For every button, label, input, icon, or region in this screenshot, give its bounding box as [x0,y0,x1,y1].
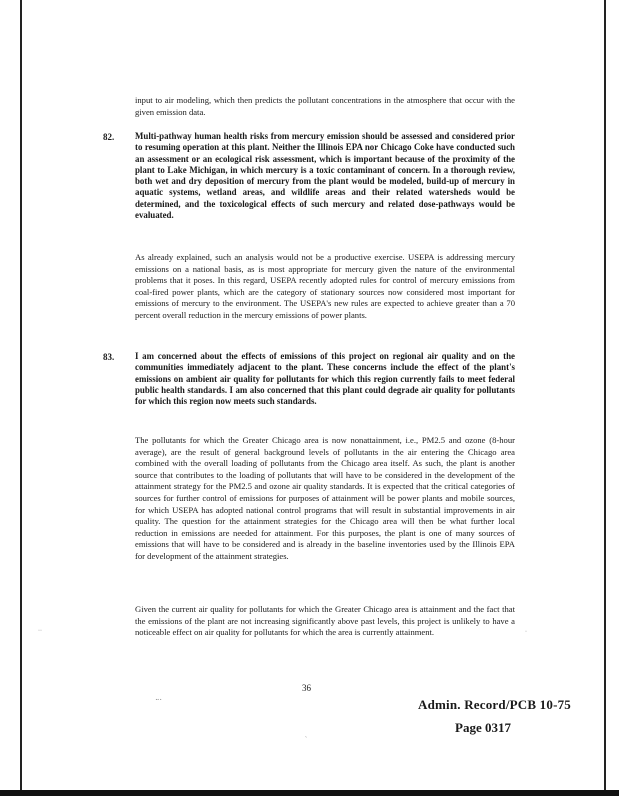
item-83-comment: I am concerned about the effects of emissions of this project on regional air quality and on the communities immediately adjacent to the plant. These concerns include the effect of the plant's emissions on ambient air quality for pollutants for which this region currently fails to meet federal public health standards. I am also concerned that this plant could degrade air quality for pollutants for which this region now meets such standards. [135,351,515,407]
item-83-response-1: The pollutants for which the Greater Chicago area is now nonattainment, i.e., PM2.5 and ozone (8-hour average), are the result of general background levels of pollutants in the air entering the Chicago area combined with the overall loading of pollutants from the Chicago area itself. As such, the plant is another source that contributes to the loading of pollutants that will have to be considered in the development of the attainment strategy for the PM2.5 and ozone air quality standards. It is expected that the critical categories of sources for further control of emissions for purposes of attainment will be power plants and mobile sources, for which USEPA has adopted national control programs that will result in substantial improvements in air quality. The question for the attainment strategies for the Chicago area will then be what further local reduction in emissions are needed for attainment. For this purposes, the plant is one of many sources of emissions that will have to be considered and is already in the baseline inventories used by the Illinois EPA for development of the attainment strategies. [135,435,515,561]
scan-border-right [604,0,606,792]
item-83-number: 83. [103,352,115,362]
intro-paragraph: input to air modeling, which then predicts the pollutant concentrations in the atmosphere that occur with the given emission data. [135,95,515,117]
page-stamp: Page 0317 [455,720,511,735]
scan-border-bottom [0,790,619,796]
item-83-response-2: Given the current air quality for pollutants for which the Greater Chicago area is attainment and the fact that the emissions of the plant are not increasing significantly above past levels, this project is unlikely to have a noticeable effect on air quality for pollutants for which the area is currently attainment. [135,604,515,638]
scan-speck: · [525,629,527,635]
item-82-comment: Multi-pathway human health risks from mercury emission should be assessed and considered prior to resuming operation at this plant. Neither the Illinois EPA nor Chicago Coke have conducted such an assessment or an ecological risk assessment, which is important because of the proximity of the plant to Lake Michigan, in which mercury is a toxic contaminant of concern. In a thorough review, both wet and dry deposition of mercury from the plant would be modeled, build-up of mercury in aquatic systems, wetland areas, and wildlife areas and their related watersheds would be determined, and the toxicological effects of such mercury and related dose-pathways would be evaluated. [135,131,515,221]
page-number: 36 [302,683,311,693]
scan-speck: ⠒⠂ [155,698,164,704]
admin-record-stamp: Admin. Record/PCB 10-75 [418,697,572,712]
scan-speck: ·· [38,628,42,634]
scan-border-left [20,0,22,792]
scan-speck: ˎ [305,732,307,738]
item-82-response: As already explained, such an analysis would not be a productive exercise. USEPA is addressing mercury emissions on a national basis, as is most appropriate for mercury given the nature of the environmental problems that it poses. In this regard, USEPA recently adopted rules for control of mercury emissions from coal-fired power plants, which are the category of stationary sources now considered most important for emissions of mercury to the environment. The USEPA's new rules are expected to achieve greater than a 70 percent overall reduction in the mercury emissions of power plants. [135,252,515,320]
item-82-number: 82. [103,132,115,142]
